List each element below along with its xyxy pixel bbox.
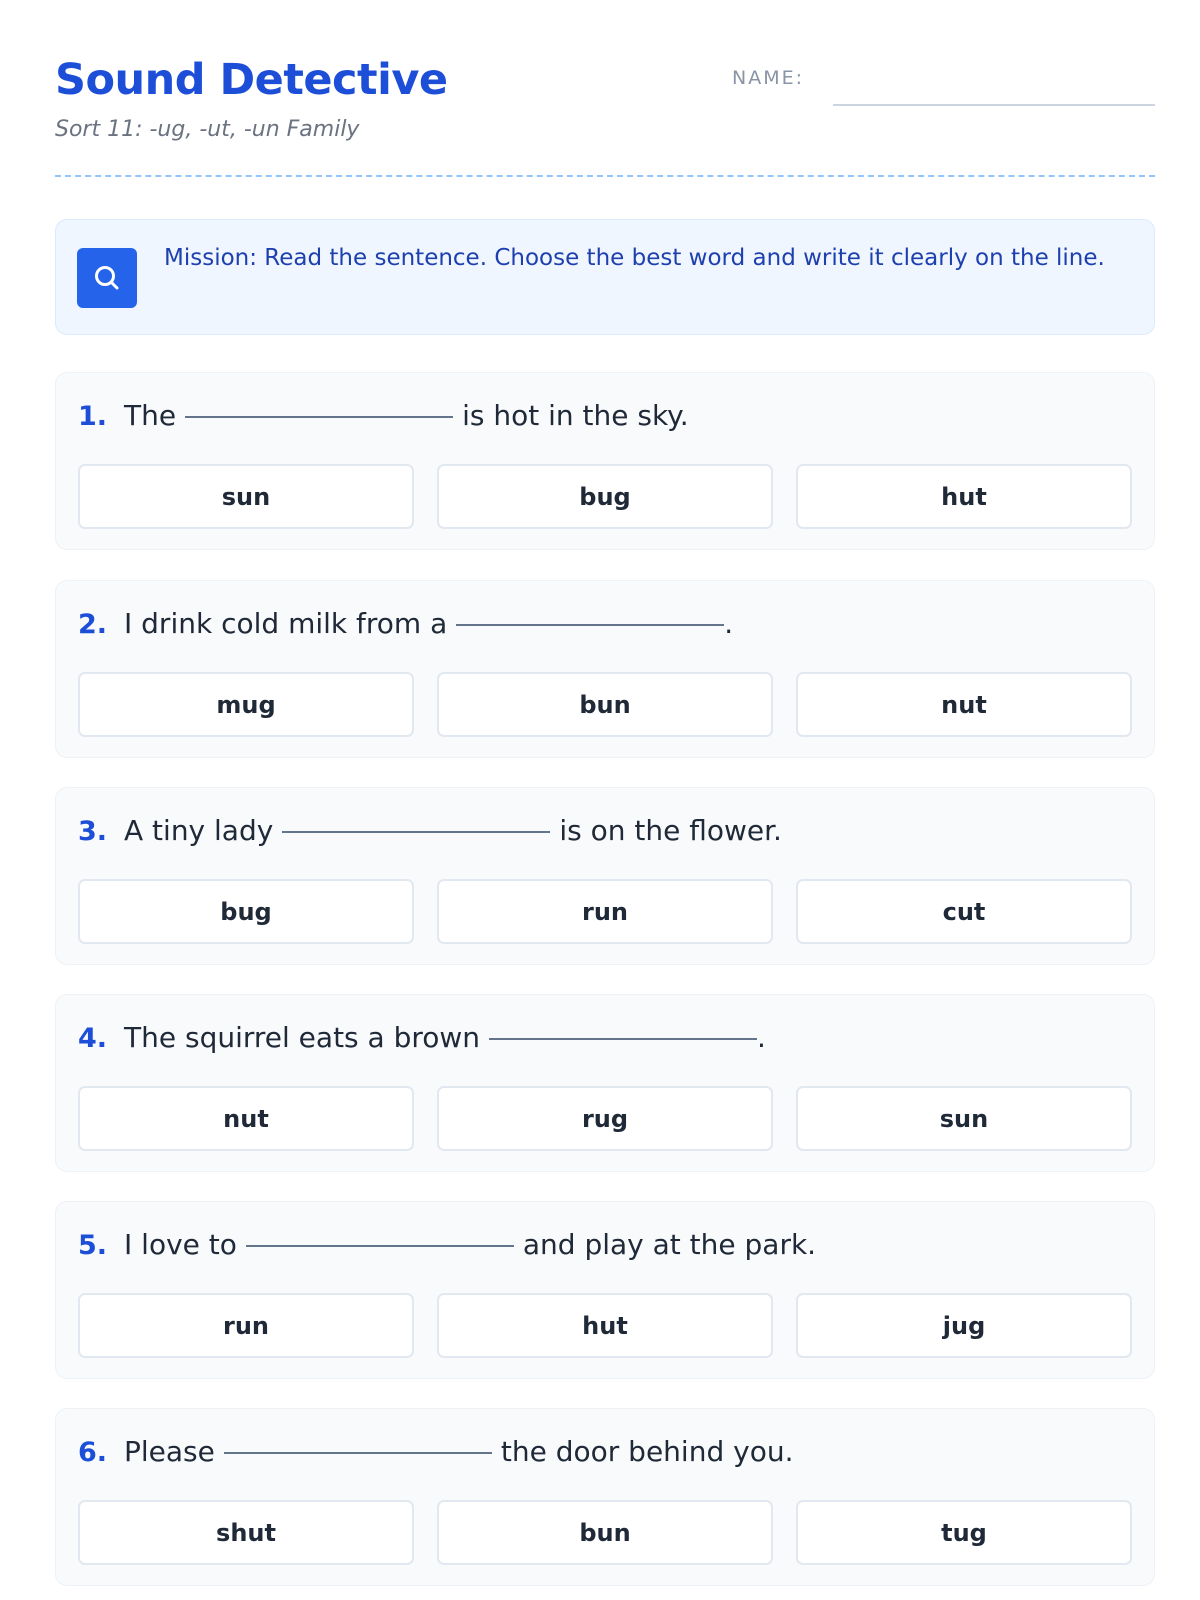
choice-button[interactable]: hut [437, 1293, 773, 1358]
question-number: 4. [78, 1023, 108, 1054]
choice-button[interactable]: tug [796, 1500, 1132, 1565]
question-card [55, 580, 1155, 758]
question-sentence [78, 1228, 816, 1268]
search-icon [77, 248, 137, 308]
sentence-before: The [124, 399, 177, 432]
answer-blank[interactable] [282, 831, 550, 833]
question-card [55, 787, 1155, 965]
question-sentence [78, 814, 782, 854]
choice-row [78, 464, 1136, 529]
question-number: 3. [78, 816, 108, 847]
choice-button[interactable]: cut [796, 879, 1132, 944]
choice-row [78, 1293, 1136, 1358]
choice-button[interactable]: bun [437, 1500, 773, 1565]
sentence-before: I love to [124, 1228, 237, 1261]
question-number: 6. [78, 1437, 108, 1468]
sentence-after: . [724, 607, 734, 640]
page-title: Sound Detective [55, 55, 448, 105]
sentence-before: I drink cold milk from a [124, 607, 448, 640]
question-number: 2. [78, 609, 108, 640]
choice-row [78, 1500, 1136, 1565]
mission-text: Mission: Read the sentence. Choose the best word and write it clearly on the line. [164, 245, 1105, 271]
question-number: 5. [78, 1230, 108, 1261]
sentence-after: is on the flower. [559, 814, 782, 847]
answer-blank[interactable] [224, 1452, 492, 1454]
choice-button[interactable]: shut [78, 1500, 414, 1565]
choice-button[interactable]: bug [437, 464, 773, 529]
choice-button[interactable]: nut [78, 1086, 414, 1151]
question-card [55, 994, 1155, 1172]
choice-button[interactable]: bun [437, 672, 773, 737]
worksheet-header [55, 55, 1155, 145]
choice-button[interactable]: jug [796, 1293, 1132, 1358]
choice-button[interactable]: sun [796, 1086, 1132, 1151]
sentence-before: A tiny lady [124, 814, 274, 847]
sentence-after: and play at the park. [522, 1228, 817, 1261]
choice-row [78, 672, 1136, 737]
name-field[interactable] [833, 104, 1155, 106]
choice-button[interactable]: rug [437, 1086, 773, 1151]
mission-box [55, 219, 1155, 335]
choice-button[interactable]: hut [796, 464, 1132, 529]
sentence-after: . [757, 1021, 766, 1054]
answer-blank[interactable] [456, 624, 724, 626]
question-sentence [78, 1021, 766, 1061]
question-card [55, 1201, 1155, 1379]
choice-button[interactable]: nut [796, 672, 1132, 737]
sentence-after: is hot in the sky. [462, 399, 689, 432]
answer-blank[interactable] [185, 416, 453, 418]
answer-blank[interactable] [246, 1245, 514, 1247]
question-sentence [78, 1435, 793, 1475]
name-label: NAME: [732, 67, 805, 89]
choice-row [78, 1086, 1136, 1151]
page-subtitle: Sort 11: -ug, -ut, -un Family [55, 117, 360, 142]
choice-button[interactable]: run [78, 1293, 414, 1358]
choice-button[interactable]: run [437, 879, 773, 944]
sentence-after: the door behind you. [500, 1435, 794, 1468]
question-card [55, 372, 1155, 550]
sentence-before: Please [124, 1435, 215, 1468]
sentence-before: The squirrel eats a brown [124, 1021, 481, 1054]
choice-button[interactable]: mug [78, 672, 414, 737]
choice-button[interactable]: sun [78, 464, 414, 529]
question-sentence [78, 399, 689, 439]
question-card [55, 1408, 1155, 1586]
choice-row [78, 879, 1136, 944]
choice-button[interactable]: bug [78, 879, 414, 944]
answer-blank[interactable] [489, 1038, 757, 1040]
question-number: 1. [78, 401, 108, 432]
header-divider [55, 175, 1155, 177]
question-sentence [78, 607, 733, 647]
